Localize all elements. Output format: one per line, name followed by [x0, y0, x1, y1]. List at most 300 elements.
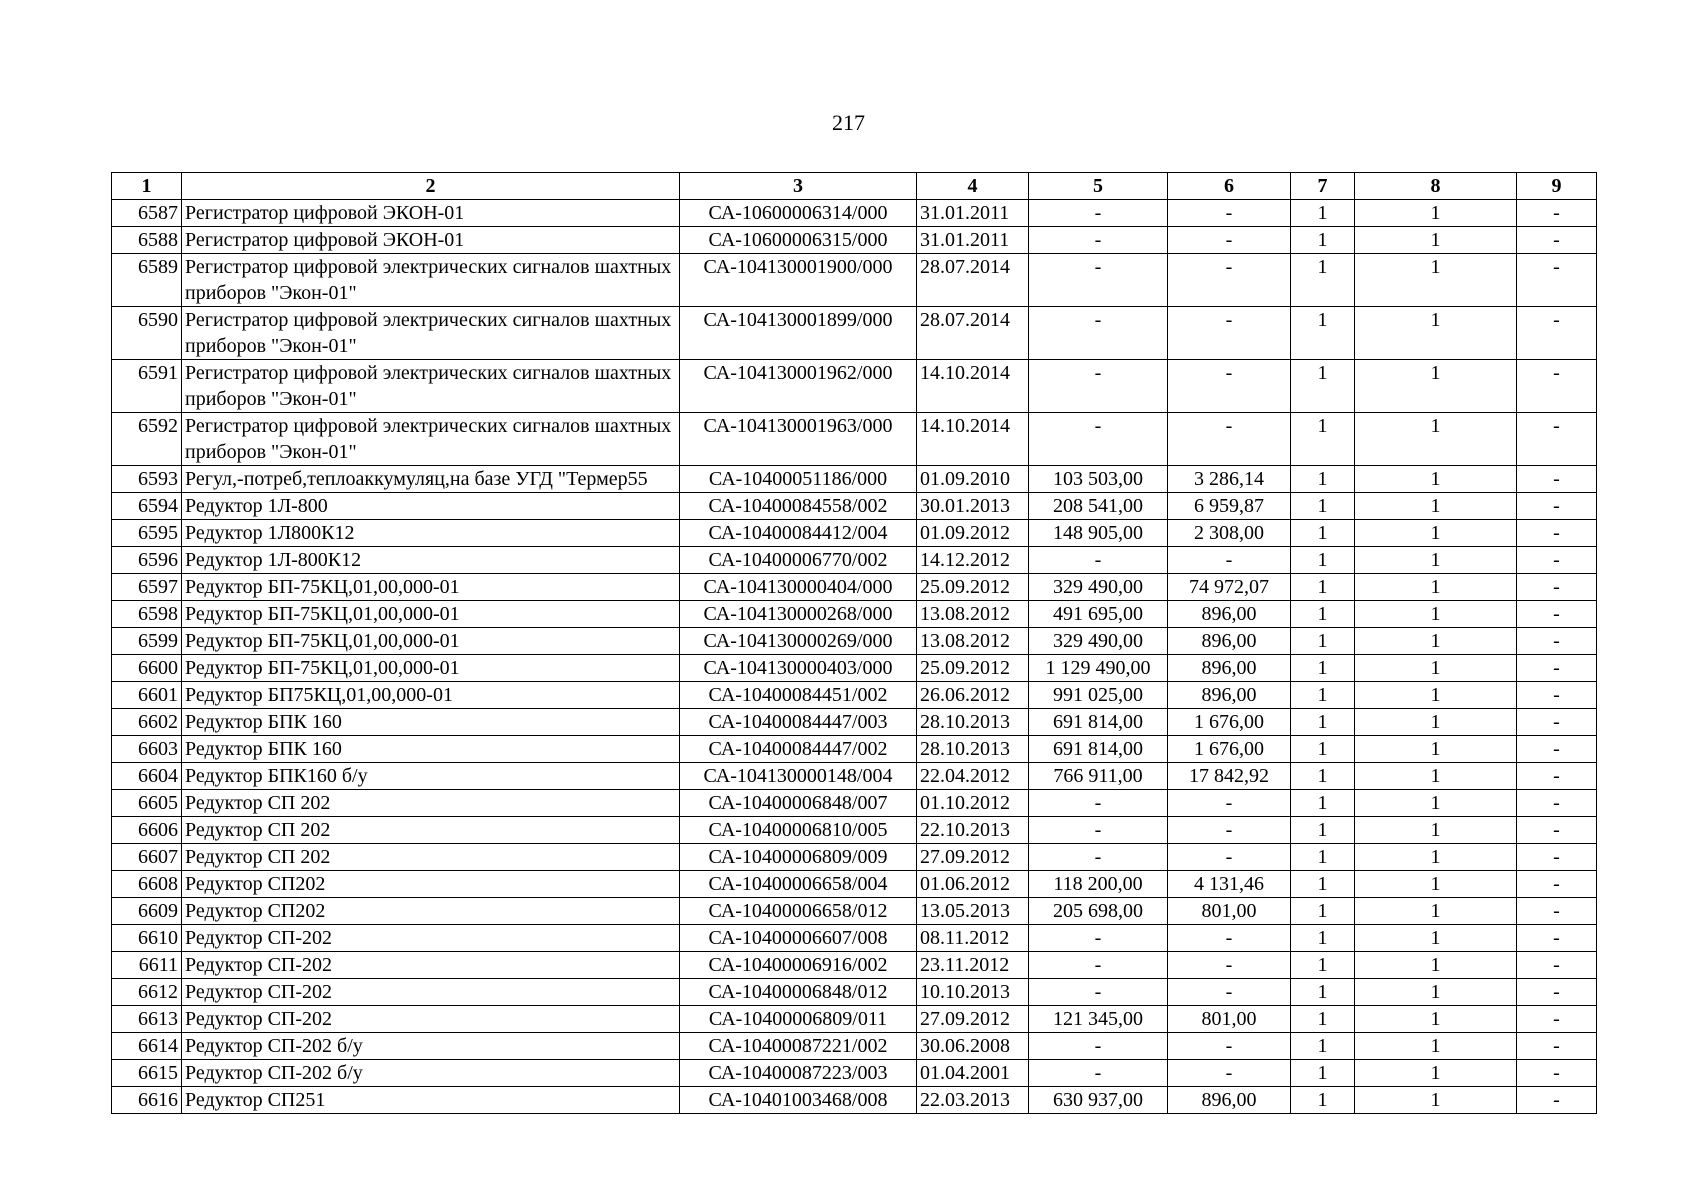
table-row — [112, 925, 1597, 952]
inventory-code-cell: СА-10401003468/008 — [680, 1087, 917, 1114]
date-cell: 01.10.2012 — [917, 790, 1029, 817]
item-name-cell: Редуктор 1Л-800К12 — [182, 547, 680, 574]
residual-value-cell: 1 676,00 — [1168, 709, 1291, 736]
note-cell: - — [1517, 520, 1597, 547]
date-cell: 25.09.2012 — [917, 655, 1029, 682]
residual-value-cell: - — [1168, 1033, 1291, 1060]
note-cell: - — [1517, 682, 1597, 709]
inventory-code-cell: СА-10400087221/002 — [680, 1033, 917, 1060]
item-name-cell: Редуктор БП-75КЦ,01,00,000-01 — [182, 601, 680, 628]
note-cell: - — [1517, 628, 1597, 655]
inventory-code-cell: СА-10400084447/002 — [680, 736, 917, 763]
row-number-cell: 6604 — [112, 763, 182, 790]
quantity-cell: 1 — [1291, 1006, 1355, 1033]
note-cell: - — [1517, 200, 1597, 227]
note-cell: - — [1517, 925, 1597, 952]
value-cell: 329 490,00 — [1029, 574, 1168, 601]
row-number-cell: 6587 — [112, 200, 182, 227]
table-row — [112, 952, 1597, 979]
item-name-cell: Редуктор СП202 — [182, 898, 680, 925]
value-cell: - — [1029, 1060, 1168, 1087]
residual-value-cell: - — [1168, 200, 1291, 227]
count-cell: 1 — [1355, 628, 1517, 655]
row-number-cell: 6605 — [112, 790, 182, 817]
quantity-cell: 1 — [1291, 655, 1355, 682]
table-row — [112, 1060, 1597, 1087]
date-cell: 31.01.2011 — [917, 227, 1029, 254]
count-cell: 1 — [1355, 925, 1517, 952]
row-number-cell: 6611 — [112, 952, 182, 979]
table-row — [112, 200, 1597, 227]
table-row — [112, 520, 1597, 547]
quantity-cell: 1 — [1291, 254, 1355, 307]
count-cell: 1 — [1355, 709, 1517, 736]
count-cell: 1 — [1355, 817, 1517, 844]
column-header: 8 — [1355, 173, 1517, 200]
count-cell: 1 — [1355, 520, 1517, 547]
row-number-cell: 6601 — [112, 682, 182, 709]
item-name-cell: Регул,-потреб,теплоаккумуляц,на базе УГД "Термер55 — [182, 466, 680, 493]
item-name-cell: Редуктор СП-202 — [182, 925, 680, 952]
table-header — [112, 173, 1597, 200]
table-row — [112, 574, 1597, 601]
quantity-cell: 1 — [1291, 601, 1355, 628]
count-cell: 1 — [1355, 682, 1517, 709]
table-row — [112, 1006, 1597, 1033]
inventory-code-cell: СА-104130000403/000 — [680, 655, 917, 682]
quantity-cell: 1 — [1291, 898, 1355, 925]
inventory-code-cell: СА-10600006315/000 — [680, 227, 917, 254]
quantity-cell: 1 — [1291, 979, 1355, 1006]
inventory-code-cell: СА-104130000404/000 — [680, 574, 917, 601]
note-cell: - — [1517, 655, 1597, 682]
note-cell: - — [1517, 574, 1597, 601]
inventory-code-cell: СА-10400006607/008 — [680, 925, 917, 952]
value-cell: 691 814,00 — [1029, 709, 1168, 736]
count-cell: 1 — [1355, 1087, 1517, 1114]
residual-value-cell: 896,00 — [1168, 655, 1291, 682]
inventory-code-cell: СА-10400006658/004 — [680, 871, 917, 898]
count-cell: 1 — [1355, 844, 1517, 871]
item-name-cell: Регистратор цифровой электрических сигналов шахтных приборов "Экон-01" — [182, 413, 680, 466]
residual-value-cell: 3 286,14 — [1168, 466, 1291, 493]
column-header: 9 — [1517, 173, 1597, 200]
residual-value-cell: - — [1168, 925, 1291, 952]
count-cell: 1 — [1355, 655, 1517, 682]
row-number-cell: 6590 — [112, 307, 182, 360]
item-name-cell: Редуктор БПК160 б/у — [182, 763, 680, 790]
quantity-cell: 1 — [1291, 871, 1355, 898]
note-cell: - — [1517, 1033, 1597, 1060]
inventory-code-cell: СА-104130000268/000 — [680, 601, 917, 628]
date-cell: 14.10.2014 — [917, 360, 1029, 413]
item-name-cell: Редуктор БПК 160 — [182, 736, 680, 763]
residual-value-cell: - — [1168, 413, 1291, 466]
row-number-cell: 6594 — [112, 493, 182, 520]
note-cell: - — [1517, 898, 1597, 925]
row-number-cell: 6616 — [112, 1087, 182, 1114]
table-row — [112, 493, 1597, 520]
quantity-cell: 1 — [1291, 466, 1355, 493]
date-cell: 22.03.2013 — [917, 1087, 1029, 1114]
date-cell: 31.01.2011 — [917, 200, 1029, 227]
value-cell: - — [1029, 227, 1168, 254]
row-number-cell: 6600 — [112, 655, 182, 682]
residual-value-cell: 801,00 — [1168, 898, 1291, 925]
date-cell: 08.11.2012 — [917, 925, 1029, 952]
value-cell: 205 698,00 — [1029, 898, 1168, 925]
note-cell: - — [1517, 547, 1597, 574]
value-cell: 1 129 490,00 — [1029, 655, 1168, 682]
column-header: 7 — [1291, 173, 1355, 200]
note-cell: - — [1517, 1006, 1597, 1033]
inventory-code-cell: СА-10400084451/002 — [680, 682, 917, 709]
table-row — [112, 817, 1597, 844]
quantity-cell: 1 — [1291, 736, 1355, 763]
value-cell: - — [1029, 307, 1168, 360]
inventory-code-cell: СА-10400006809/009 — [680, 844, 917, 871]
table-row — [112, 307, 1597, 360]
note-cell: - — [1517, 844, 1597, 871]
date-cell: 01.09.2012 — [917, 520, 1029, 547]
date-cell: 13.05.2013 — [917, 898, 1029, 925]
date-cell: 22.04.2012 — [917, 763, 1029, 790]
quantity-cell: 1 — [1291, 925, 1355, 952]
inventory-code-cell: СА-10400006809/011 — [680, 1006, 917, 1033]
note-cell: - — [1517, 736, 1597, 763]
count-cell: 1 — [1355, 763, 1517, 790]
date-cell: 30.01.2013 — [917, 493, 1029, 520]
row-number-cell: 6599 — [112, 628, 182, 655]
asset-table — [111, 172, 1597, 1114]
column-header: 2 — [182, 173, 680, 200]
item-name-cell: Редуктор БП-75КЦ,01,00,000-01 — [182, 574, 680, 601]
row-number-cell: 6603 — [112, 736, 182, 763]
column-header: 5 — [1029, 173, 1168, 200]
item-name-cell: Редуктор 1Л800К12 — [182, 520, 680, 547]
row-number-cell: 6596 — [112, 547, 182, 574]
header-row — [112, 173, 1597, 200]
count-cell: 1 — [1355, 601, 1517, 628]
item-name-cell: Редуктор СП-202 — [182, 979, 680, 1006]
count-cell: 1 — [1355, 790, 1517, 817]
row-number-cell: 6598 — [112, 601, 182, 628]
item-name-cell: Редуктор 1Л-800 — [182, 493, 680, 520]
count-cell: 1 — [1355, 547, 1517, 574]
inventory-code-cell: СА-10400006770/002 — [680, 547, 917, 574]
count-cell: 1 — [1355, 736, 1517, 763]
residual-value-cell: 6 959,87 — [1168, 493, 1291, 520]
quantity-cell: 1 — [1291, 790, 1355, 817]
table-row — [112, 547, 1597, 574]
row-number-cell: 6607 — [112, 844, 182, 871]
inventory-code-cell: СА-10400051186/000 — [680, 466, 917, 493]
note-cell: - — [1517, 254, 1597, 307]
value-cell: - — [1029, 925, 1168, 952]
residual-value-cell: 896,00 — [1168, 601, 1291, 628]
date-cell: 22.10.2013 — [917, 817, 1029, 844]
date-cell: 28.07.2014 — [917, 307, 1029, 360]
residual-value-cell: 896,00 — [1168, 628, 1291, 655]
count-cell: 1 — [1355, 574, 1517, 601]
residual-value-cell: - — [1168, 952, 1291, 979]
inventory-code-cell: СА-104130000148/004 — [680, 763, 917, 790]
quantity-cell: 1 — [1291, 628, 1355, 655]
table-row — [112, 736, 1597, 763]
row-number-cell: 6597 — [112, 574, 182, 601]
table-row — [112, 466, 1597, 493]
table-row — [112, 1087, 1597, 1114]
table-row — [112, 709, 1597, 736]
residual-value-cell: 2 308,00 — [1168, 520, 1291, 547]
residual-value-cell: - — [1168, 790, 1291, 817]
value-cell: - — [1029, 952, 1168, 979]
note-cell: - — [1517, 871, 1597, 898]
quantity-cell: 1 — [1291, 1033, 1355, 1060]
residual-value-cell: - — [1168, 844, 1291, 871]
value-cell: 208 541,00 — [1029, 493, 1168, 520]
item-name-cell: Редуктор СП-202 — [182, 952, 680, 979]
table-row — [112, 655, 1597, 682]
row-number-cell: 6615 — [112, 1060, 182, 1087]
table-row — [112, 871, 1597, 898]
table-row — [112, 628, 1597, 655]
value-cell: 491 695,00 — [1029, 601, 1168, 628]
item-name-cell: Регистратор цифровой ЭКОН-01 — [182, 227, 680, 254]
note-cell: - — [1517, 790, 1597, 817]
value-cell: - — [1029, 547, 1168, 574]
count-cell: 1 — [1355, 227, 1517, 254]
row-number-cell: 6589 — [112, 254, 182, 307]
table-row — [112, 898, 1597, 925]
date-cell: 10.10.2013 — [917, 979, 1029, 1006]
note-cell: - — [1517, 1087, 1597, 1114]
note-cell: - — [1517, 307, 1597, 360]
value-cell: - — [1029, 413, 1168, 466]
date-cell: 01.04.2001 — [917, 1060, 1029, 1087]
row-number-cell: 6609 — [112, 898, 182, 925]
value-cell: 103 503,00 — [1029, 466, 1168, 493]
residual-value-cell: - — [1168, 307, 1291, 360]
item-name-cell: Редуктор СП-202 — [182, 1006, 680, 1033]
row-number-cell: 6588 — [112, 227, 182, 254]
date-cell: 01.06.2012 — [917, 871, 1029, 898]
item-name-cell: Редуктор СП251 — [182, 1087, 680, 1114]
column-header: 6 — [1168, 173, 1291, 200]
inventory-code-cell: СА-10400087223/003 — [680, 1060, 917, 1087]
inventory-code-cell: СА-104130001963/000 — [680, 413, 917, 466]
item-name-cell: Редуктор БПК 160 — [182, 709, 680, 736]
count-cell: 1 — [1355, 1006, 1517, 1033]
note-cell: - — [1517, 1060, 1597, 1087]
row-number-cell: 6591 — [112, 360, 182, 413]
row-number-cell: 6612 — [112, 979, 182, 1006]
date-cell: 26.06.2012 — [917, 682, 1029, 709]
value-cell: 148 905,00 — [1029, 520, 1168, 547]
row-number-cell: 6614 — [112, 1033, 182, 1060]
count-cell: 1 — [1355, 871, 1517, 898]
note-cell: - — [1517, 601, 1597, 628]
residual-value-cell: 1 676,00 — [1168, 736, 1291, 763]
inventory-code-cell: СА-104130001962/000 — [680, 360, 917, 413]
quantity-cell: 1 — [1291, 227, 1355, 254]
quantity-cell: 1 — [1291, 307, 1355, 360]
quantity-cell: 1 — [1291, 952, 1355, 979]
inventory-code-cell: СА-104130000269/000 — [680, 628, 917, 655]
quantity-cell: 1 — [1291, 413, 1355, 466]
quantity-cell: 1 — [1291, 763, 1355, 790]
item-name-cell: Редуктор БП-75КЦ,01,00,000-01 — [182, 628, 680, 655]
date-cell: 14.10.2014 — [917, 413, 1029, 466]
table-row — [112, 601, 1597, 628]
date-cell: 28.07.2014 — [917, 254, 1029, 307]
date-cell: 27.09.2012 — [917, 844, 1029, 871]
quantity-cell: 1 — [1291, 1087, 1355, 1114]
value-cell: 630 937,00 — [1029, 1087, 1168, 1114]
value-cell: - — [1029, 360, 1168, 413]
inventory-code-cell: СА-10400006658/012 — [680, 898, 917, 925]
count-cell: 1 — [1355, 200, 1517, 227]
column-header: 1 — [112, 173, 182, 200]
value-cell: 766 911,00 — [1029, 763, 1168, 790]
note-cell: - — [1517, 227, 1597, 254]
value-cell: - — [1029, 790, 1168, 817]
quantity-cell: 1 — [1291, 360, 1355, 413]
residual-value-cell: 4 131,46 — [1168, 871, 1291, 898]
table-row — [112, 682, 1597, 709]
column-header: 3 — [680, 173, 917, 200]
item-name-cell: Редуктор СП-202 б/у — [182, 1033, 680, 1060]
date-cell: 23.11.2012 — [917, 952, 1029, 979]
value-cell: 991 025,00 — [1029, 682, 1168, 709]
inventory-code-cell: СА-104130001899/000 — [680, 307, 917, 360]
residual-value-cell: 896,00 — [1168, 1087, 1291, 1114]
table-body — [112, 200, 1597, 1114]
quantity-cell: 1 — [1291, 574, 1355, 601]
value-cell: - — [1029, 979, 1168, 1006]
inventory-code-cell: СА-104130001900/000 — [680, 254, 917, 307]
note-cell: - — [1517, 466, 1597, 493]
quantity-cell: 1 — [1291, 200, 1355, 227]
value-cell: 329 490,00 — [1029, 628, 1168, 655]
table-row — [112, 763, 1597, 790]
table-row — [112, 227, 1597, 254]
note-cell: - — [1517, 709, 1597, 736]
count-cell: 1 — [1355, 307, 1517, 360]
item-name-cell: Редуктор СП 202 — [182, 817, 680, 844]
residual-value-cell: - — [1168, 254, 1291, 307]
table-row — [112, 413, 1597, 466]
quantity-cell: 1 — [1291, 493, 1355, 520]
quantity-cell: 1 — [1291, 817, 1355, 844]
row-number-cell: 6592 — [112, 413, 182, 466]
row-number-cell: 6608 — [112, 871, 182, 898]
note-cell: - — [1517, 952, 1597, 979]
value-cell: 691 814,00 — [1029, 736, 1168, 763]
table-row — [112, 844, 1597, 871]
inventory-code-cell: СА-10400006810/005 — [680, 817, 917, 844]
row-number-cell: 6593 — [112, 466, 182, 493]
value-cell: - — [1029, 1033, 1168, 1060]
date-cell: 28.10.2013 — [917, 736, 1029, 763]
count-cell: 1 — [1355, 979, 1517, 1006]
date-cell: 27.09.2012 — [917, 1006, 1029, 1033]
note-cell: - — [1517, 763, 1597, 790]
date-cell: 25.09.2012 — [917, 574, 1029, 601]
note-cell: - — [1517, 979, 1597, 1006]
note-cell: - — [1517, 493, 1597, 520]
count-cell: 1 — [1355, 952, 1517, 979]
table-row — [112, 790, 1597, 817]
column-header: 4 — [917, 173, 1029, 200]
item-name-cell: Редуктор СП 202 — [182, 790, 680, 817]
item-name-cell: Редуктор СП202 — [182, 871, 680, 898]
value-cell: - — [1029, 254, 1168, 307]
note-cell: - — [1517, 360, 1597, 413]
count-cell: 1 — [1355, 493, 1517, 520]
quantity-cell: 1 — [1291, 520, 1355, 547]
note-cell: - — [1517, 817, 1597, 844]
item-name-cell: Редуктор СП-202 б/у — [182, 1060, 680, 1087]
count-cell: 1 — [1355, 413, 1517, 466]
residual-value-cell: - — [1168, 979, 1291, 1006]
inventory-code-cell: СА-10400006916/002 — [680, 952, 917, 979]
item-name-cell: Редуктор БП75КЦ,01,00,000-01 — [182, 682, 680, 709]
table-row — [112, 254, 1597, 307]
count-cell: 1 — [1355, 1060, 1517, 1087]
quantity-cell: 1 — [1291, 682, 1355, 709]
row-number-cell: 6595 — [112, 520, 182, 547]
item-name-cell: Редуктор БП-75КЦ,01,00,000-01 — [182, 655, 680, 682]
quantity-cell: 1 — [1291, 1060, 1355, 1087]
date-cell: 13.08.2012 — [917, 601, 1029, 628]
date-cell: 28.10.2013 — [917, 709, 1029, 736]
residual-value-cell: - — [1168, 1060, 1291, 1087]
date-cell: 13.08.2012 — [917, 628, 1029, 655]
inventory-code-cell: СА-10600006314/000 — [680, 200, 917, 227]
inventory-code-cell: СА-10400084412/004 — [680, 520, 917, 547]
value-cell: - — [1029, 200, 1168, 227]
row-number-cell: 6613 — [112, 1006, 182, 1033]
inventory-code-cell: СА-10400006848/007 — [680, 790, 917, 817]
inventory-code-cell: СА-10400006848/012 — [680, 979, 917, 1006]
inventory-code-cell: СА-10400084447/003 — [680, 709, 917, 736]
quantity-cell: 1 — [1291, 844, 1355, 871]
residual-value-cell: - — [1168, 227, 1291, 254]
row-number-cell: 6610 — [112, 925, 182, 952]
quantity-cell: 1 — [1291, 547, 1355, 574]
value-cell: - — [1029, 817, 1168, 844]
count-cell: 1 — [1355, 360, 1517, 413]
quantity-cell: 1 — [1291, 709, 1355, 736]
note-cell: - — [1517, 413, 1597, 466]
count-cell: 1 — [1355, 1033, 1517, 1060]
item-name-cell: Регистратор цифровой электрических сигналов шахтных приборов "Экон-01" — [182, 254, 680, 307]
count-cell: 1 — [1355, 466, 1517, 493]
residual-value-cell: - — [1168, 547, 1291, 574]
row-number-cell: 6602 — [112, 709, 182, 736]
table-row — [112, 1033, 1597, 1060]
count-cell: 1 — [1355, 254, 1517, 307]
residual-value-cell: 896,00 — [1168, 682, 1291, 709]
item-name-cell: Регистратор цифровой ЭКОН-01 — [182, 200, 680, 227]
item-name-cell: Редуктор СП 202 — [182, 844, 680, 871]
residual-value-cell: 801,00 — [1168, 1006, 1291, 1033]
residual-value-cell: 74 972,07 — [1168, 574, 1291, 601]
residual-value-cell: - — [1168, 817, 1291, 844]
value-cell: - — [1029, 844, 1168, 871]
date-cell: 14.12.2012 — [917, 547, 1029, 574]
